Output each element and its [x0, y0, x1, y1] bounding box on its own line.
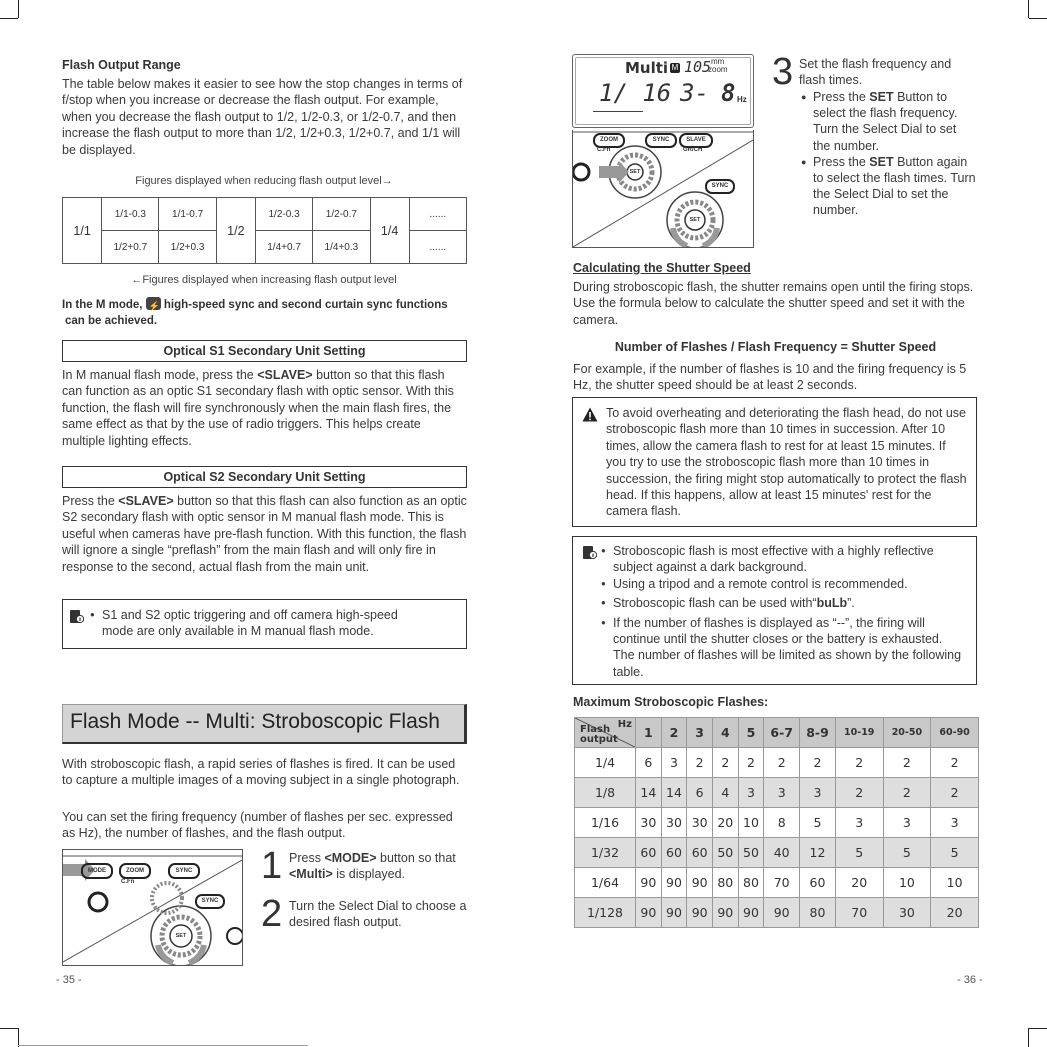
s2-section-header: Optical S2 Secondary Unit Setting: [62, 466, 467, 488]
strobe-note-item: ● Using a tripod and a remote control is recommended.: [601, 576, 966, 592]
range-caption-top: Figures displayed when reducing flash output level→: [135, 175, 393, 187]
set-button[interactable]: SET: [629, 169, 641, 175]
range-level: 1/4: [370, 198, 409, 264]
slave-button[interactable]: SLAVE: [679, 133, 713, 148]
range-cell: 1/1-0.7: [159, 198, 216, 231]
sync-button[interactable]: SYNC: [195, 894, 225, 909]
table-row: 1/64 90 90 90 80 80 70 60 20 10 10: [575, 868, 979, 898]
range-cell: 1/2-0.7: [313, 198, 370, 231]
lcd-times: 3-: [680, 79, 709, 107]
page-number-right: - 36 -: [957, 974, 983, 986]
s-note-box: [62, 599, 467, 649]
hz-header: 2: [661, 718, 687, 748]
zoom-button[interactable]: ZOOM: [593, 133, 625, 148]
table-row: 1/128 90 90 90 90 90 90 80 70 30 20: [575, 898, 979, 928]
strobe-note-item: ● If the number of flashes is displayed as “--”, the firing will continue until the shutter closes or the battery is exhausted. The number of flashes will be limited as shown by the following table.: [601, 615, 966, 681]
corner-flash-label: Flash: [580, 724, 611, 735]
s2-body: Press the <SLAVE> button so that this flash can also function as an optic S2 secondary flash with optic sensor in M manual flash mode. This is useful when cameras have pre-flash function. With this function, the flash will ignore a single “preflash” from the main flash and will only fire in response to the second, actual flash from the main unit.: [62, 494, 467, 574]
lcd-display: [572, 54, 754, 128]
lcd-freq: 8: [721, 79, 736, 107]
hz-header: 10-19: [835, 718, 883, 748]
warning-icon: [582, 407, 598, 422]
lcd-mode: Multi: [625, 59, 669, 77]
crop-mark: [0, 1028, 18, 1029]
range-cell: 1/4+0.7: [255, 231, 312, 264]
m-mode-note-a: In the M mode,: [62, 299, 143, 311]
corner-hz-label: Hz: [617, 719, 632, 730]
step-1-text: Press <MODE> button so that <Multi> is displayed.: [289, 851, 456, 882]
multi-section-banner: [62, 704, 467, 744]
table-row: 1/32 60 60 60 50 50 40 12 5 5 5: [575, 838, 979, 868]
hz-header: 20-50: [883, 718, 931, 748]
lcd-hz: Hz: [737, 95, 747, 104]
step-3-list: [801, 89, 976, 219]
max-strobe-title: Maximum Stroboscopic Flashes:: [573, 695, 769, 709]
range-cell: 1/2-0.3: [255, 198, 312, 231]
s1-body: In M manual flash mode, press the <SLAVE> button so that this flash can function as an optic S1 secondary flash with optic sensor. With this function, the flash will fire synchronously when the main flash fires, the same effect as that by the use of radio triggers. This helps create multiple lighting effects.: [62, 368, 454, 448]
high-speed-sync-icon: ⚡: [146, 297, 161, 310]
calc-example: For example, if the number of flashes is 10 and the firing frequency is 5 Hz, the shutter speed should be at least 2 seconds.: [573, 362, 967, 393]
multi-body-1: With stroboscopic flash, a rapid series of flashes is fired. It can be used to capture a multiple images of a moving subject in a single photograph.: [62, 757, 460, 788]
strobe-note-item: ● Stroboscopic flash is most effective with a highly reflective subject against a dark background.: [601, 543, 966, 576]
zoom-button[interactable]: ZOOM: [119, 863, 151, 879]
calc-body: During stroboscopic flash, the shutter remains open until the firing stops. Use the formula below to calculate the shutter speed and set it with the camera.: [573, 280, 974, 327]
page-number-left: - 35 -: [56, 974, 82, 986]
grch-label: GR/CH: [683, 147, 703, 153]
hz-header: 5: [738, 718, 764, 748]
hz-header: 8-9: [800, 718, 836, 748]
lcd-m-badge: M: [671, 63, 679, 72]
set-button[interactable]: SET: [689, 217, 701, 223]
sync-button[interactable]: SYNC: [705, 179, 735, 194]
lcd-zoom-value: 105: [684, 58, 712, 76]
range-cell: 1/2+0.3: [159, 231, 216, 264]
crop-mark: [1029, 18, 1047, 19]
range-cell: 1/1-0.3: [102, 198, 159, 231]
crop-mark: [1028, 0, 1029, 18]
bottom-rule: [18, 1045, 308, 1046]
range-level: 1/1: [63, 198, 102, 264]
range-caption-bottom: ←Figures displayed when increasing flash output level: [131, 274, 397, 286]
strobe-note-item: ● Stroboscopic flash can be used with“buLb”.: [601, 595, 966, 611]
range-level: 1/2: [216, 198, 255, 264]
mode-button[interactable]: MODE: [81, 863, 113, 879]
m-mode-note-c: can be achieved.: [65, 315, 158, 327]
corner-output-label: output: [580, 734, 618, 745]
step-3-title: Set the flash frequency and flash times.: [799, 57, 952, 88]
flash-panel-illustration: [62, 849, 243, 966]
lcd-output: 1/ 16: [599, 79, 672, 107]
range-cell: 1/2+0.7: [102, 231, 159, 264]
crop-mark: [18, 0, 19, 18]
multi-section-title: Flash Mode -- Multi: Stroboscopic Flash: [70, 710, 440, 733]
hz-header: 6-7: [764, 718, 800, 748]
strobe-notes-box: [572, 536, 977, 685]
hz-header: 4: [712, 718, 738, 748]
table-row: 1/16 30 30 30 20 10 8 5 3 3 3: [575, 808, 979, 838]
hz-header: 1: [636, 718, 662, 748]
calc-title: Calculating the Shutter Speed: [573, 261, 751, 275]
set-button[interactable]: SET: [175, 933, 187, 939]
range-cell: ......: [409, 198, 466, 231]
sync-button[interactable]: SYNC: [645, 133, 677, 148]
crop-mark: [1028, 1028, 1029, 1047]
crop-mark: [0, 18, 18, 19]
lcd-zoom-unit-zoom: zoom: [708, 65, 728, 74]
flash-output-range-body: The table below makes it easier to see how the stop changes in terms of f/stop when you increase or decrease the flash output. For example, when you decrease the flash output to 1/2, 1/2-0.3, or 1/2-0.7, and then increase the flash output to more than 1/2, 1/2+0.3, 1/2+0.7, and 1/1 will be displayed.: [62, 77, 463, 157]
s-note-item: ● S1 and S2 optic triggering and off camera high-speed mode are only available in M manual flash mode.: [90, 607, 430, 640]
max-strobe-table: [574, 717, 979, 928]
info-note-icon: [582, 545, 597, 560]
warning-text: To avoid overheating and deteriorating the flash head, do not use stroboscopic flash more than 10 times in succession. After 10 times, allow the camera flash to rest for at least 15 minutes. If you try to use the stroboscopic flash more than 10 times in succession, the firing might stop automatically to protect the flash head. If this happens, allow at least 15 minutes' rest for the camera flash.: [606, 406, 967, 519]
m-mode-note-b: high-speed sync and second curtain sync functions: [163, 299, 448, 311]
step-2-text: Turn the Select Dial to choose a desired flash output.: [289, 899, 467, 930]
calc-formula: Number of Flashes / Flash Frequency = Shutter Speed: [614, 340, 937, 354]
hz-header: 60-90: [931, 718, 979, 748]
multi-body-2: You can set the firing frequency (number of flashes per sec. expressed as Hz), the number of flashes, and the flash output.: [62, 810, 453, 841]
step-3-item: ● Press the SET Button to select the flash frequency. Turn the Select Dial to set the number.: [801, 89, 976, 154]
crop-mark: [1029, 1028, 1047, 1029]
flash-panel-illustration-right: [572, 130, 754, 248]
step-3-number: 3: [772, 51, 794, 93]
table-corner-cell: [575, 718, 636, 748]
step-1-number: 1: [261, 845, 283, 887]
table-row: 1/4 6 3 2 2 2 2 2 2 2 2: [575, 748, 979, 778]
table-row: 1/8 14 14 6 4 3 3 3 2 2 2: [575, 778, 979, 808]
sync-button[interactable]: SYNC: [168, 863, 200, 879]
range-cell: ......: [409, 231, 466, 264]
s1-section-header: Optical S1 Secondary Unit Setting: [62, 340, 467, 362]
flash-output-range-title: Flash Output Range: [62, 58, 181, 72]
hz-header: 3: [687, 718, 713, 748]
step-2-number: 2: [261, 893, 283, 935]
cfn-label: C.Fn: [121, 879, 135, 885]
info-note-icon: [69, 609, 84, 624]
cfn-label: C.Fn: [597, 147, 611, 153]
m-mode-note: [62, 297, 472, 329]
output-range-table: [62, 197, 467, 264]
warning-box: [572, 397, 977, 527]
step-3-item: ● Press the SET Button again to select the flash times. Turn the Select Dial to set the number.: [801, 154, 976, 219]
lcd-zoom-unit-mm: mm: [711, 57, 725, 66]
range-cell: 1/4+0.3: [313, 231, 370, 264]
